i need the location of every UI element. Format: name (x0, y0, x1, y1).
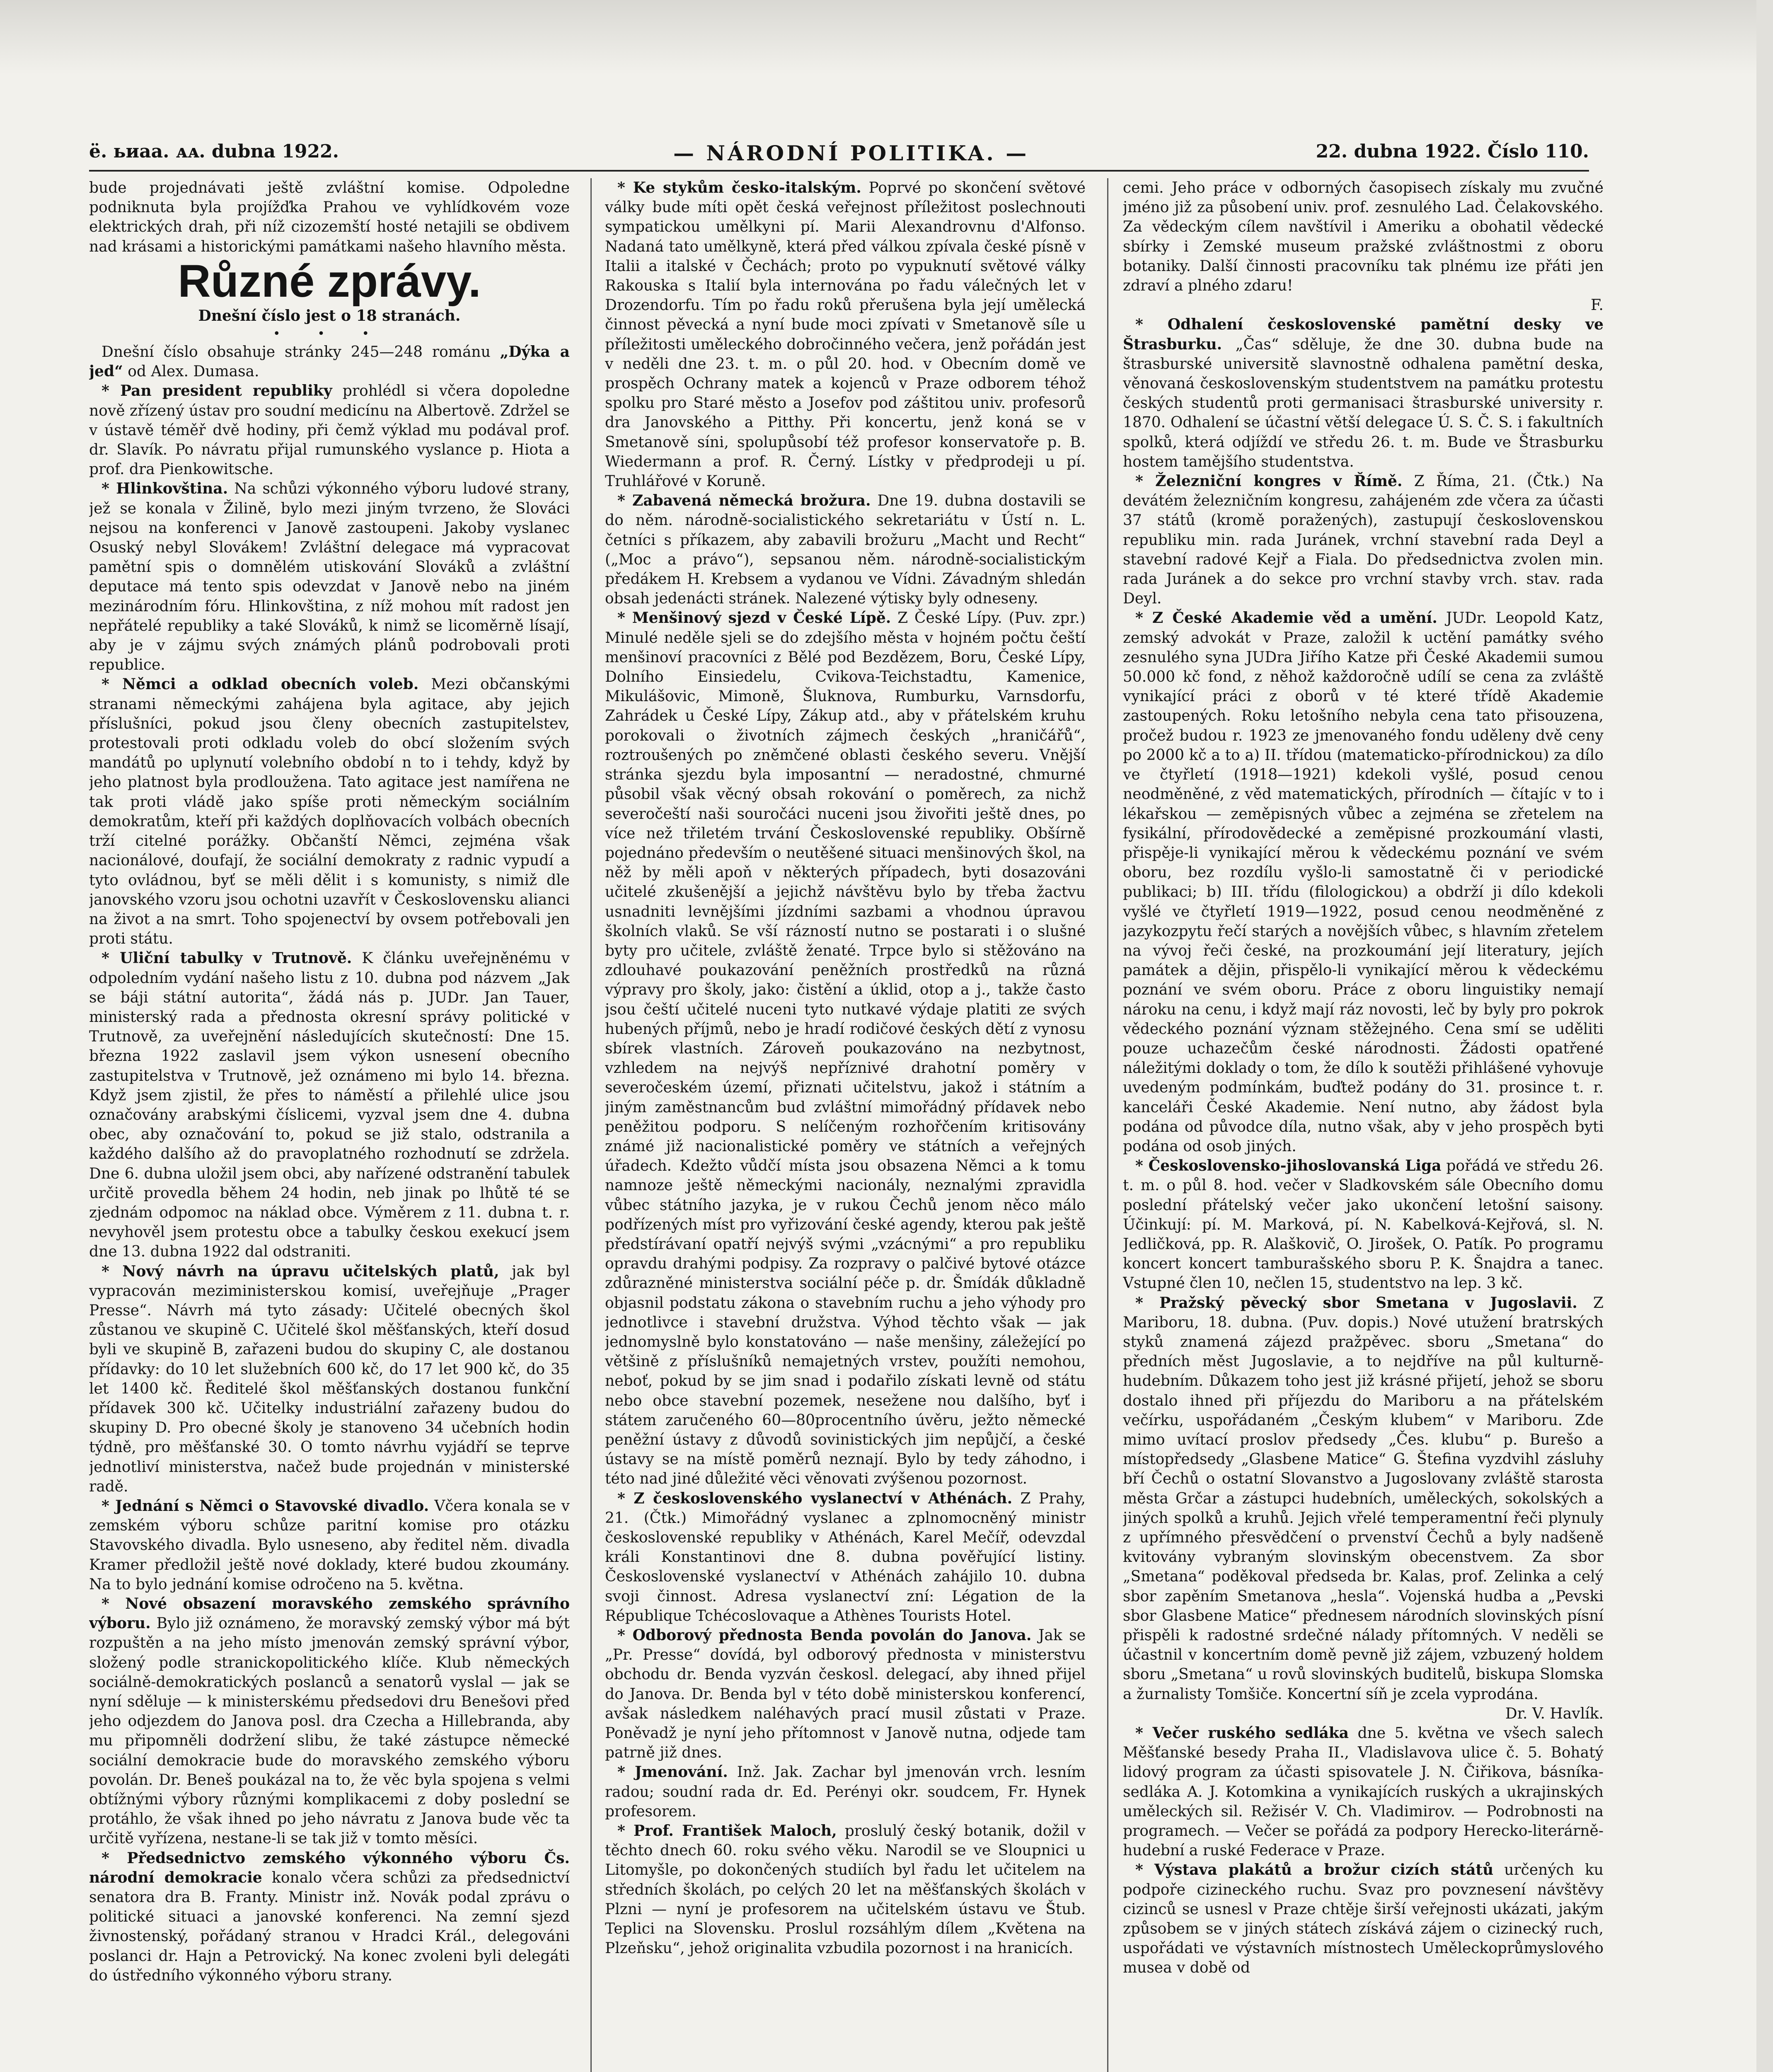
article-title: * Pan president republiky (102, 382, 332, 400)
article-continuation: cemi. Jeho práce v odborných časopisech získaly mu zvučné jméno již za působení univ. prof. zesnulého Lad. Čelakovského. Za vědeckým cílem navštívil i Ameriku a obohatil vědecké sbírky i Zemské museum pražské zvláštnostmi z oboru botaniky. Další činnosti pracovníku tak plnému ize přáti jen zdraví a plného zdaru! (1123, 179, 1604, 295)
article-title: * Jednání s Němci o Stavovské divadlo. (102, 1497, 429, 1515)
article-title: * Železniční kongres v Římě. (1135, 472, 1403, 490)
article-title: * Nový návrh na úpravu učitelských platů, (102, 1262, 499, 1280)
article: * Jmenování. Inž. Jak. Zachar byl jmenován vrch. lesním radou; soudní rada dr. Ed. Perényi okr. soudcem, Fr. Hynek profesorem. (605, 1763, 1086, 1820)
article: * Výstava plakátů a brožur cizích států určených ku podpoře cizineckého ruchu. Svaz pro povznesení návštěvy cizinců se usnesl v Praze chtěje širší veřejnosti ukázati, jakým způsobem se v jiných státech získává zájem o cizinecký ruch, uspořádati ve výstavních místnostech Uměleckoprůmyslového musea v době od (1123, 1861, 1604, 1977)
article: * Menšinový sjezd v České Lípě. Z České Lípy. (Puv. zpr.) Minulé neděle sjeli se do zdejšího města v hojném počtu čeští menšinoví pracovníci z Bělé pod Bezdězem, Boru, České Lípy, Dolního Einsiedelu, Cvikova-Teichstadtu, Kamenice, Mikulášovic, Mimoně, Šluknova, Rumburku, Varnsdorfu, Zahrádek u České Lípy, Zákup atd., aby v přátelském kruhu porokovali o životních zájmech českých „hraničářů“, roztroušených po zněmčené oblasti českého severu. Vnější stránka sjezdu byla imposantní — neradostné, chmurné působil však věcný obsah rokování o poměrech, za nichž severočeští naši souročáci nuceni jsou živořiti ještě dnes, po více než třiletém trvání Československé republiky. Obšírně pojednáno především o neutěšené situaci menšinových škol, na něž by měli apoň v některých případech, byti dosazováni učitelé zkušenější a jejichž návštěvu bylo by třeba žactvu usnadniti levnějšími jízdními sazbami a vhodnou úpravou školních vlaků. Se vší rázností nutno se postarati i o slušné byty pro učitele, zvláště ženaté. Trpce bylo si stěžováno na zdlouhavé poukazování peněžních prostředků na různá výpravy pro školy, jako: čistění a úklid, otop a j., takže často jsou čeští učitelé nuceni tyto nutkavé výdaje platiti ze svých hubených příjmů, nebo je hradí rodičové českých dětí z vynosu sbírek vlastních. Zároveň poukazováno na nezbytnost, vzhledem na nejvýš nepříznivé drahotní poměry v severočeském území, přiznati učitelstvu, jakož i státním a jiným zaměstnancům bud zvláštní mimořádný přídavek nebo peněžitou podporu. S nelíčeným rozhořčením kritisovány známé již nacionalistické poměry ve státních a veřejných úřadech. Kdežto vůdčí místa jsou obsazena Němci a k tomu namnoze ještě německými nacionály, neznalými zpravidla vůbec státního jazyka, je v rukou Čechů jenom něco málo podřízených míst pro vyřizování české agendy, kterou pak ještě předstírávaní opatří nejvýš svými „vzácnými“ a pro republiku opravdu drahými podpisy. Za rozpravy o palčivé bytové otázce zdůrazněné ministerstva sociální péče p. dr. Šmídák důkladně objasnil podstatu zákona o stavebním ruchu a jeho výhody pro jednotlivce i stavební družstva. Výhod těchto však — jak jednomyslně bylo konstatováno — naše menšiny, záležející po většině z příslušníků nemajetných vrstev, použíti nemohou, neboť, pokud by se jim snad i podařilo získati levně od státu nebo obce stavební pozemek, nesežene nou dalšího, byť i státem zaručeného 60—80procentního úvěru, ježto německé peněžní ústavy z důvodů sovinistických jim nepůjčí, a české ústavy se na místě poměrů neznají. Bylo by tedy záhodno, i této nad jiné důležité věci věnovati zvýšenou pozornost. (605, 609, 1086, 1488)
column-2 (605, 178, 1086, 2072)
article-title: * Ke stykům česko-italským. (617, 179, 861, 196)
article-title: * Pražský pěvecký sbor Smetana v Jugoslavii. (1135, 1294, 1577, 1312)
article-title: * Hlinkovština. (102, 480, 228, 498)
article-title: * Uliční tabulky v Trutnově. (102, 949, 352, 967)
article: * Pražský pěvecký sbor Smetana v Jugoslavii. Z Mariboru, 18. dubna. (Puv. dopis.) Nové utužení bratrských styků znamená zájezd pražpěvec. sboru „Smetana“ do předních měst Jugoslavie, a to nejdříve na půl kulturně-hudebním. Důkazem toho jest již krásné přijetí, jehož se sboru dostalo ihned při příjezdu do Mariboru a na přátelském večírku, uspořádaném „Českým klubem“ v Mariboru. Zde mimo uvítací proslov předsedy „Čes. klubu“ p. Burešo a místopředsedy „Glasbene Matice“ G. Štefina vyzdvihl zásluhy bří Čechů o ostatní Slovanstvo a Jugoslovany zvláště starosta města Grčar a zástupci hudebních, uměleckých, sokolských a jiných spolků a kruhů. Jejich vřelé temperamentní řeči plynuly z upřímného přesvědčení o prvenství Čechů a byly nadšeně kvitovány vybraným slovinským obecenstvem. Za sbor „Smetana“ poděkoval předseda br. Kalas, prof. Zelinka a celý sbor zapěním Smetanova „hesla“. Vojenská hudba a „Pevski sbor Glasbene Matice“ přednesem národních slovinských písní přispěli k radostné srdečné nálady přítomných. V neděli se účastnil v koncertním domě pevně již zájem, vzbuzený holdem sboru „Smetana“ u rovů slovinských buditelů, biskupa Slomska a žurnalisty Tomšiče. Koncertní síň je zcela vyprodána. (1123, 1294, 1604, 1703)
article: * Hlinkovština. Na schůzi výkonného výboru ludové strany, jež se konala v Žilině, bylo mezi jiným tvrzeno, že Slováci nejsou na konferenci v Janově zastoupeni. Jakoby vyslanec Osuský nebyl Slovákem! Zvláštní delegace má vypracovat pamětní spis o domnělém utiskování Slováků a zvláštní deputace má tento spis odevzdat v Janově nebo na jiném mezinárodním fóru. Hlinkovština, z níž mohou mít radost jen nepřátelé republiky a také Slováků, k nimž se licoměrně lísají, aby je v zájmu svých známých plánů podrobovali proti republice. (89, 480, 570, 674)
scan-top-edge (0, 0, 1773, 124)
article-title: * Nové obsazení moravského zemského správního výboru. (89, 1595, 570, 1632)
article-title: * Československo-jihoslovanská Liga (1135, 1157, 1442, 1175)
article-title: * Prof. František Maloch, (617, 1822, 837, 1840)
article-title: * Menšinový sjezd v České Lípě. (617, 609, 891, 627)
article-title: * Zabavená německá brožura. (617, 492, 871, 510)
article-title: * Odborový přednosta Benda povolán do Janova. (617, 1627, 1032, 1644)
article: * Němci a odklad obecních voleb. Mezi občanskými stranami německými zahájena byla agitace, aby jejich příslušníci, pokud jsou členy obecních zastupitelstev, protestovali proti odkladu voleb do obcí složením svých mandátů po uplynutí volebního období n to i tehdy, když by jeho platnost byla prodloužena. Tato agitace jest namířena ne tak proti vládě jako spíše proti německým sociálním demokratům, kteří při každých doplňovacích volbách obecních trží citelné porážky. Občanští Němci, zejména však nacionálové, doufají, že sociální demokraty z radnic vypudí a tyto ovládnou, byť se měli dělit i s komunisty, s nimiž dle janovského vzoru jsou ochotni uzavřít v Československu alianci na život a na smrt. Toho spojenectví by ovsem potřebovali jen proti státu. (89, 675, 570, 948)
article: * Zabavená německá brožura. Dne 19. dubna dostavili se do něm. národně-socialistického sekretariátu v Ústí n. L. četníci s příkazem, aby zabavili brožuru „Macht und Recht“ („Moc a právo“), sepsanou něm. národně-socialistickým předákem H. Krebsem a vydanou ve Vídni. Závadným shledán obsah jedenácti stránek. Nalezené výtisky byly odneseny. (605, 492, 1086, 608)
article: * Prof. František Maloch, proslulý český botanik, dožil v těchto dnech 60. roku svého věku. Narodil se ve Sloupnici u Litomyšle, po dokončených studiích byl řadu let učitelem na středních školách, po celých 20 let na měšťanských školách v Plzni — nyní je profesorem na učitelském ústavu ve Štub. Teplici na Slovensku. Proslul rozsáhlým dílem „Květena na Plzeňsku“, jehož originalita vzbudila pozornost i na hranicích. (605, 1822, 1086, 1957)
column-divider-1 (590, 178, 592, 2072)
article: * Z československého vyslanectví v Athénách. Z Prahy, 21. (Čtk.) Mimořádný vyslanec a zplnomocněný ministr československé republiky v Athénách, Karel Mečíř, odevzdal králi Konstantinovi dne 8. dubna pověřující listiny. Československé vyslanectví v Athénách zahájilo 10. dubna svoji činnost. Adresa vyslanectví zní: Légation de la République Tchécoslovaque a Athènes Tourists Hotel. (605, 1489, 1086, 1624)
article: * Odhalení československé pamětní desky ve Štrasburku. „Čas“ sděluje, že dne 30. dubna bude na štrasburské universitě slavnostně odhalena pamětní deska, věnovaná československým studentstvem na památku protestu českých studentů proti germanisaci štrasburské university r. 1870. Odhalení se účastní větší delegace Ú. S. Č. S. i fakultních spolků, která odjíždí ve středu 26. t. m. Bude ve Štrasburku hostem tamějšího studentstva. (1123, 316, 1604, 470)
article: * Pan president republiky prohlédl si včera dopoledne nově zřízený ústav pro soudní medicínu na Albertově. Zdržel se v ústavě téměř dvě hodiny, při čemž výklad mu podával prof. dr. Slavík. Po návratu přijal rumunského vyslance p. Hiota a prof. dra Pienkowitsche. (89, 382, 570, 478)
masthead-title: — NÁRODNÍ POLITIKA. — (673, 141, 1029, 165)
article: * Nový návrh na úpravu učitelských platů, jak byl vypracován meziministerskou komisí, uveřejňuje „Prager Presse“. Návrh má tyto zásady: Učitelé obecných škol zůstanou ve skupině C. Učitelé škol měšťanských, kteří dosud byli ve skupině B, zařazeni budou do skupiny C, ale dostanou přídavky: do 10 let služebních 600 kč, do 17 let 900 kč, do 35 let 1400 kč. Ředitelé škol měšťanských dostanou funkční přídavek 300 kč. Učitelky industriální zařazeny budou do skupiny D. Pro obecné školy je stanoveno 34 učebních hodin týdně, pro měšťanské 30. O tomto návrhu vyjádří se teprve jednotliví ministerstva, načež bude projednán v ministerské radě. (89, 1262, 570, 1495)
pages-note: Dnešní číslo jest o 18 stranách. (198, 307, 461, 324)
article: * Železniční kongres v Římě. Z Říma, 21. (Čtk.) Na devátém železničním kongresu, zahájeném zde včera za účasti 37 států (kromě poražených), zastupují československou republiku min. rada Juránek, vrchní stavební rada Deyl a stavební radové Kejř a Fiala. Do předsednictva zvolen min. rada Juránek a do sekce pro vrchní stavby vrch. stav. rada Deyl. (1123, 472, 1604, 608)
article: * Nové obsazení moravského zemského správního výboru. Bylo již oznámeno, že moravský zemský výbor má být rozpuštěn a na jeho místo jmenován zemský správní výbor, složený podle stranickopolitického klíče. Klub německých sociálně-demokratických poslanců a senatorů vyslal — jak se nyní sděluje — k ministerskému předsedovi dru Benešovi před jeho odjezdem do Janova posl. dra Czecha a Hillebranda, aby mu připomněli dodržení slibu, že také zástupce německé sociální demokracie bude do moravského zemského výboru povolán. Dr. Beneš poukázal na to, že věc byla spojena s velmi obtížnými výbory různými komplikacemi z doby poslední se protáhlo, že však ihned po jeho návratu z Janova bude věc ta určitě vyřízena, nestane-li se tak již v tomto měsíci. (89, 1595, 570, 1847)
header-rule (89, 170, 1589, 172)
roman-note: Dnešní číslo obsahuje stránky 245—248 románu „Dýka a jed“ od Alex. Dumasa. (89, 343, 570, 380)
column-3 (1123, 178, 1604, 2072)
article: * Československo-jihoslovanská Liga pořádá ve středu 26. t. m. o půl 8. hod. večer v Sladkovském sále Obecního domu poslední přátelský večer jako ukončení letošní saisony. Účinkují: pí. M. Marková, pí. N. Kabelková-Kejřová, sl. N. Jedličková, pp. R. Alaškovič, O. Jirošek, O. Patík. Po programu koncert koncert tamburašského sboru P. K. Šnajdra a tanec. Vstupné člen 10, nečlen 15, studentstvo na lep. 3 kč. (1123, 1157, 1604, 1292)
article-title: * Výstava plakátů a brožur cizích států (1135, 1861, 1494, 1879)
header-date-left: ё. ьиаа. ᴀᴀ. dubna 1922. (89, 141, 339, 162)
article: * Uliční tabulky v Trutnově. K článku uveřejněnému v odpoledním vydání našeho listu z 10. dubna pod názvem „Jak se báji státní autorita“, žádá nás p. JUDr. Jan Tauer, ministerský rada a přednosta okresní správy politické v Trutnově, za uveřejnění následujících skutečností: Dne 15. března 1922 zaslavil jsem výkon usnesení obecního zastupitelstva v Trutnově, jež oznámeno mi bylo 14. března. Když jsem zjistil, že přes to náměstí a přilehlé ulice jsou označovány arabskými číslicemi, vyzval jsem dne 4. dubna obec, aby označování to, pokud se již stalo, odstranila a každého dalšího až do pravoplatného rozhodnutí se zdržela. Dne 6. dubna uložil jsem obci, aby nařízené odstranění tabulek určitě provedla během 24 hodin, neb jinak po lhůtě té se zjednám odpomoc na náklad obce. Výměrem z 11. dubna t. r. nevyhověl jsem protestu obce a tabulky českou exekucí jsem dne 13. dubna 1922 dal odstraniti. (89, 949, 570, 1261)
column-divider-2 (1107, 178, 1108, 2072)
article: * Ke stykům česko-italským. Poprvé po skončení světové války bude míti opět česká veřejnost příležitost poslechnouti sympatickou umělkyni pí. Marii Alexandrovnu d'Alfonso. Nadaná tato umělkyně, která před válkou zpívala české písně v Italii a italské v Čechách; proto po vypuknutí světové války Rakouska s Italií byla internována po řadu válečných let v Drozendorfu. Tím po řadu roků přerušena byla její umělecká činnost pěvecká a nyní bude moci zpívati v Smetanově síle u příležitosti uměleckého dobročinného večera, jenž pořádán jest v neděli dne 23. t. m. o půl 20. hod. v Obecním domě ve prospěch Ochrany matek a kojenců v Praze odborem téhož spolku pro Staré město a Josefov pod záštitou univ. profesorů dra Janovského a Pitthy. Při koncertu, jenž koná se v Smetanově síni, spolupůsobí též profesor konservatoře p. B. Wiedermann a prof. R. Černý. Lístky v předprodeji u pí. Truhlářové v Koruně. (605, 179, 1086, 490)
article: * Jednání s Němci o Stavovské divadlo. Včera konala se v zemském výboru schůze paritní komise pro otázku Stavovského divadla. Bylo usneseno, aby ředitel něm. divadla Kramer předložil ještě nové doklady, které budou zkoumány. Na to bylo jednání komise odročeno na 5. května. (89, 1497, 570, 1593)
article-title: * Z České Akademie věd a umění. (1135, 609, 1437, 627)
section-title: Různé zprávy. (178, 255, 481, 307)
scan-right-edge (1756, 0, 1773, 2072)
article: * Odborový přednosta Benda povolán do Janova. Jak se „Pr. Presse“ dovídá, byl odborový přednosta v ministerstvu obchodu dr. Benda vyzván českosl. delegací, aby ihned přijel do Janova. Dr. Benda byl v této době ministerskou konferencí, avšak následkem naléhavých prací musil zůstati v Praze. Poněvadž je nyní jeho přítomnost v Janově nutna, odjede tam patrně již dnes. (605, 1627, 1086, 1762)
article-title: * Z československého vyslanectví v Athénách. (617, 1489, 1013, 1507)
header-date-issue: 22. dubna 1922. Číslo 110. (1316, 141, 1589, 162)
article: * Z České Akademie věd a umění. JUDr. Leopold Katz, zemský advokát v Praze, založil k uctění památky svého zesnulého syna JUDra Jiřího Katze při České Akademii sumou 50.000 kč fond, z něhož každoročně udílí se cena za zvláště vynikající práci z oborů v té které třídě Akademie zastoupených. Roku letošního nebyla cena tato přisouzena, pročež budou r. 1923 ze jmenovaného fondu uděleny dvě ceny po 2000 kč a to a) II. třídou (matematicko-přírodnickou) za dílo ve čtyřletí (1918—1921) kdekoli vyšlé, posud cenou neodměněné, z věd matematických, přírodních — čítajíc v to i lékařskou — zeměpisných vůbec a zejména se zřetelem na fysikální, přírodovědecké a zeměpisné prozkoumání vlasti, přispěje-li vynikající měrou k vědeckému poznání ve svém oboru, bez rozdílu vyšlo-li samostatně či v periodické publikaci; b) III. třídu (filologickou) a obdrží ji dílo kdekoli vyšlé ve čtyřletí 1919—1922, posud cenou neodměněné z jazykozpytu řečí starých a novějších vůbec, s hlavním zřetelem na vývoj řeči české, na prozkoumání její literatury, jejích památek a dějin, přispělo-li vynikající měrou k vědeckému poznání ve svém oboru. Práce z oboru linguistiky nemají nároku na cenu, i když mají ráz novosti, leč by byly pro pokrok vědeckého poznání význam stěžejného. Cena smí se uděliti pouze uchazečům české národnosti. Žádosti opatřené náležitými doklady o tom, že dílo k soutěži přihlášené vyhovuje uvedeným podmínkám, buďtež podány do 31. prosince t. r. kanceláři České Akademie. Není nutno, aby žádost byla podána od původce díla, nutno však, aby v jeho prospěch byti podána od osob jiných. (1123, 609, 1604, 1155)
page-header (89, 137, 1589, 170)
article: * Předsednictvo zemského výkonného výboru Čs. národní demokracie konalo včera schůzi za předsednictví senatora dra B. Franty. Ministr inž. Novák podal zprávu o politické situaci a janovské konferenci. Na zemní sjezd živnostenský, pořádaný stranou v Hradci Král., delegováni poslanci dr. Hajn a Petrovický. Na konec zvoleni byli delegáti do ústředního výkonného výboru strany. (89, 1849, 570, 1984)
article: * Večer ruského sedláka dne 5. května ve všech salech Měšťanské besedy Praha II., Vladislavova ulice č. 5. Bohatý lidový program za účasti spisovatele J. N. Čiřikova, básníka-sedláka A. J. Kotomkina a vynikajících ruských a ukrajinských uměleckých sil. Režisér V. Ch. Vladimirov. — Podrobnosti na programech. — Večer se pořádá za podpory Herecko-literárně-hudební a ruské Federace v Praze. (1123, 1724, 1604, 1859)
article-continuation: bude projednávati ještě zvláštní komise. Odpoledne podniknuta byla projížďka Prahou ve vyhlídkovém voze elektrických drah, při níž cizozemští hosté netajili se obdivem nad krásami a historickými památkami našeho hlavního města. (89, 179, 570, 255)
article-title: * Odhalení československé pamětní desky ve Štrasburku. (1123, 316, 1604, 353)
article-title: * Předsednictvo zemského výkonného výboru Čs. národní demokracie (89, 1849, 570, 1886)
separator-dots: • • • (273, 327, 386, 341)
author-signature: Dr. V. Havlík. (1505, 1705, 1604, 1722)
column-1 (89, 178, 570, 2072)
author-signature: F. (1591, 297, 1604, 314)
article-title: * Jmenování. (617, 1763, 728, 1781)
article-title: * Němci a odklad obecních voleb. (102, 675, 419, 693)
article-title: * Večer ruského sedláka (1135, 1724, 1349, 1742)
